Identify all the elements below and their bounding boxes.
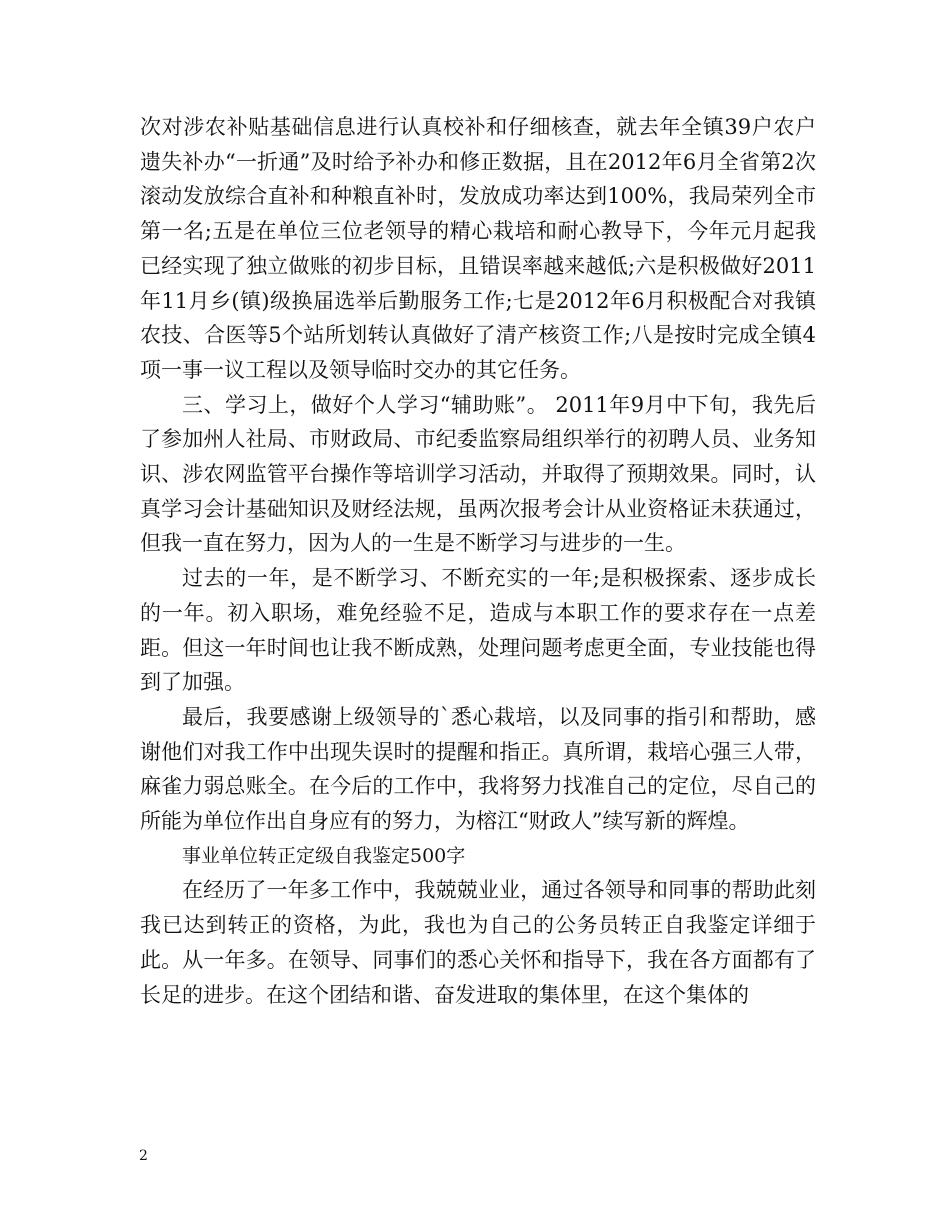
paragraph-review: 过去的一年，是不断学习、不断充实的一年;是积极探索、逐步成长的一年。初入职场，难免经验不足，造成与本职工作的要求存在一点差距。但这一年时间也让我不断成熟，处理问题考虑更全面，专业技能也得到了加强。 — [140, 566, 816, 695]
section-subtitle: 事业单位转正定级自我鉴定500字 — [182, 844, 466, 867]
paragraph-continued: 次对涉农补贴基础信息进行认真校补和仔细核查，就去年全镇39户农户遗失补办“一折通”及时给予补办和修正数据，且在2012年6月全省第2次滚动发放综合直补和种粮直补时，发放成功率达到100%，我局荣列全市第一名;五是在单位三位老领导的精心栽培和耐心教导下，今年元月起我已经实现了独立做账的初步目标，且错误率越来越低;六是积极做好2011年11月乡(镇)级换届选举后勤服务工作;七是2012年6月积极配合对我镇农技、合医等5个站所划转认真做好了清产核资工作;八是按时完成全镇4项一事一议工程以及领导临时交办的其它任务。 — [140, 115, 816, 382]
paragraph-study: 三、学习上，做好个人学习“辅助账”。 2011年9月中下旬，我先后了参加州人社局、市财政局、市纪委监察局组织举行的初聘人员、业务知识、涉农网监管平台操作等培训学习活动，并取得了预期效果。同时，认真学习会计基础知识及财经法规，虽两次报考会计从业资格证未获通过，但我一直在努力，因为人的一生是不断学习与进步的一生。 — [140, 392, 816, 556]
document-body — [140, 110, 816, 1012]
page-number: 2 — [139, 1148, 148, 1164]
paragraph-thanks: 最后，我要感谢上级领导的`悉心栽培，以及同事的指引和帮助，感谢他们对我工作中出现失误时的提醒和指正。真所谓，栽培心强三人带，麻雀力弱总账全。在今后的工作中，我将努力找准自己的定位，尽自己的所能为单位作出自身应有的努力，为榕江“财政人”续写新的辉煌。 — [140, 704, 816, 834]
paragraph-final: 在经历了一年多工作中，我兢兢业业，通过各领导和同事的帮助此刻我已达到转正的资格，为此，我也为自己的公务员转正自我鉴定详细于此。从一年多。在领导、同事们的悉心关怀和指导下，我在各方面都有了长足的进步。在这个团结和谐、奋发进取的集体里，在这个集体的 — [140, 878, 816, 1007]
